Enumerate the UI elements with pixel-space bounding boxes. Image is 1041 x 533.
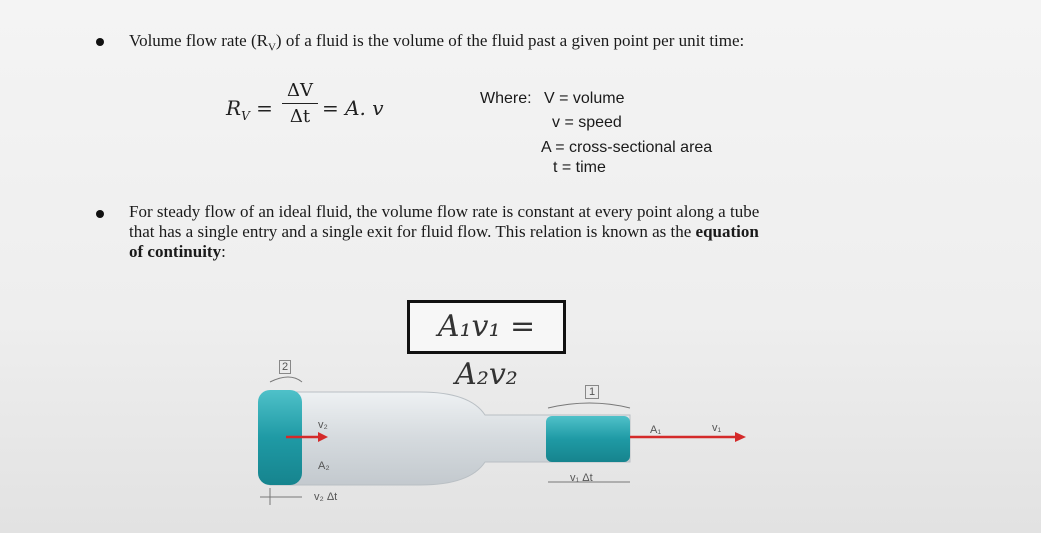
where-item: t = time — [553, 159, 606, 176]
label-2: 2 — [279, 360, 291, 374]
label-a1: A₁ — [650, 424, 662, 436]
fluid-segment-1 — [546, 416, 630, 462]
numerator: ΔV — [287, 80, 313, 101]
bullet2-line3: of continuity: — [129, 242, 226, 261]
where-label: Where: — [480, 90, 532, 107]
label-v2dt: v₂ Δt — [314, 491, 338, 503]
formula-lhs: $R_V$ = — [226, 96, 273, 123]
where-item: V = volume — [544, 90, 625, 107]
formula-rhs: = A. v — [322, 96, 384, 120]
continuity-equation-box: A₁v₁ = A₂v₂ — [407, 300, 566, 354]
label-a2: A₂ — [318, 460, 330, 472]
where-item: A = cross-sectional area — [541, 139, 713, 156]
label-v1dt: v₁ Δt — [570, 472, 593, 484]
label-v2: v₂ — [318, 419, 328, 431]
bullet2-line1: For steady flow of an ideal fluid, the volume flow rate is constant at every point along a tube — [129, 202, 760, 221]
label-v1: v₁ — [712, 422, 722, 434]
label-1: 1 — [585, 385, 599, 399]
where-item: v = speed — [552, 114, 622, 131]
bullet1-text: Volume flow rate $(R_V)$ of a fluid is the volume of the fluid past a given point per unit time: — [129, 31, 745, 54]
bullet2-line2: that has a single entry and a single exit for fluid flow. This relation is known as the equation — [129, 222, 759, 241]
denominator: Δt — [289, 106, 311, 127]
